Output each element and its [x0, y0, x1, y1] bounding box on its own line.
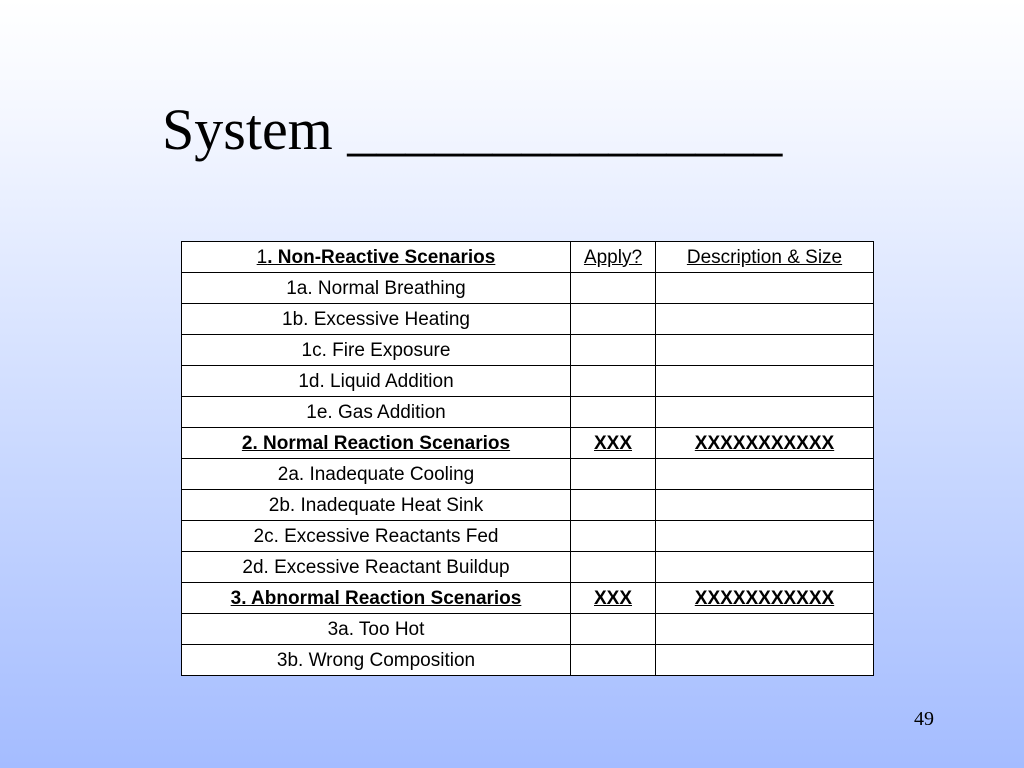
row-description [656, 397, 874, 428]
row-description [656, 304, 874, 335]
slide-title: System _______________ [162, 97, 783, 162]
row-description [656, 273, 874, 304]
row-apply [571, 490, 656, 521]
section-apply: XXX [571, 428, 656, 459]
row-apply [571, 366, 656, 397]
header-scenario-number: 1 [256, 246, 268, 268]
table-row [182, 490, 874, 521]
row-label: 1e. Gas Addition [182, 397, 571, 428]
table-header-row [182, 242, 874, 273]
section-apply: XXX [571, 583, 656, 614]
row-label: 2c. Excessive Reactants Fed [182, 521, 571, 552]
row-apply [571, 304, 656, 335]
row-label: 2a. Inadequate Cooling [182, 459, 571, 490]
row-label: 2d. Excessive Reactant Buildup [182, 552, 571, 583]
row-description [656, 366, 874, 397]
table-row [182, 459, 874, 490]
row-apply [571, 552, 656, 583]
table-row [182, 521, 874, 552]
row-label: 1a. Normal Breathing [182, 273, 571, 304]
row-label: 3b. Wrong Composition [182, 645, 571, 676]
row-description [656, 614, 874, 645]
row-label: 2b. Inadequate Heat Sink [182, 490, 571, 521]
table-row [182, 335, 874, 366]
section-header-row [182, 428, 874, 459]
table-row [182, 366, 874, 397]
row-description [656, 459, 874, 490]
header-description: Description & Size [656, 242, 874, 273]
table-row [182, 273, 874, 304]
table-row [182, 304, 874, 335]
table-row [182, 397, 874, 428]
table-row [182, 645, 874, 676]
table-row [182, 552, 874, 583]
table-row [182, 614, 874, 645]
row-description [656, 490, 874, 521]
row-label: 3a. Too Hot [182, 614, 571, 645]
row-apply [571, 397, 656, 428]
row-description [656, 521, 874, 552]
header-apply: Apply? [571, 242, 656, 273]
section-label: 3. Abnormal Reaction Scenarios [182, 583, 571, 614]
row-apply [571, 614, 656, 645]
header-scenario-text: . Non-Reactive Scenarios [267, 246, 496, 268]
header-scenarios [182, 242, 571, 273]
scenario-table [181, 241, 874, 676]
row-description [656, 645, 874, 676]
row-label: 1b. Excessive Heating [182, 304, 571, 335]
section-header-row [182, 583, 874, 614]
row-apply [571, 645, 656, 676]
row-apply [571, 335, 656, 366]
section-description: XXXXXXXXXXX [656, 583, 874, 614]
row-apply [571, 459, 656, 490]
row-description [656, 335, 874, 366]
row-apply [571, 273, 656, 304]
row-apply [571, 521, 656, 552]
row-label: 1c. Fire Exposure [182, 335, 571, 366]
section-description: XXXXXXXXXXX [656, 428, 874, 459]
row-label: 1d. Liquid Addition [182, 366, 571, 397]
row-description [656, 552, 874, 583]
page-number: 49 [914, 708, 934, 730]
section-label: 2. Normal Reaction Scenarios [182, 428, 571, 459]
